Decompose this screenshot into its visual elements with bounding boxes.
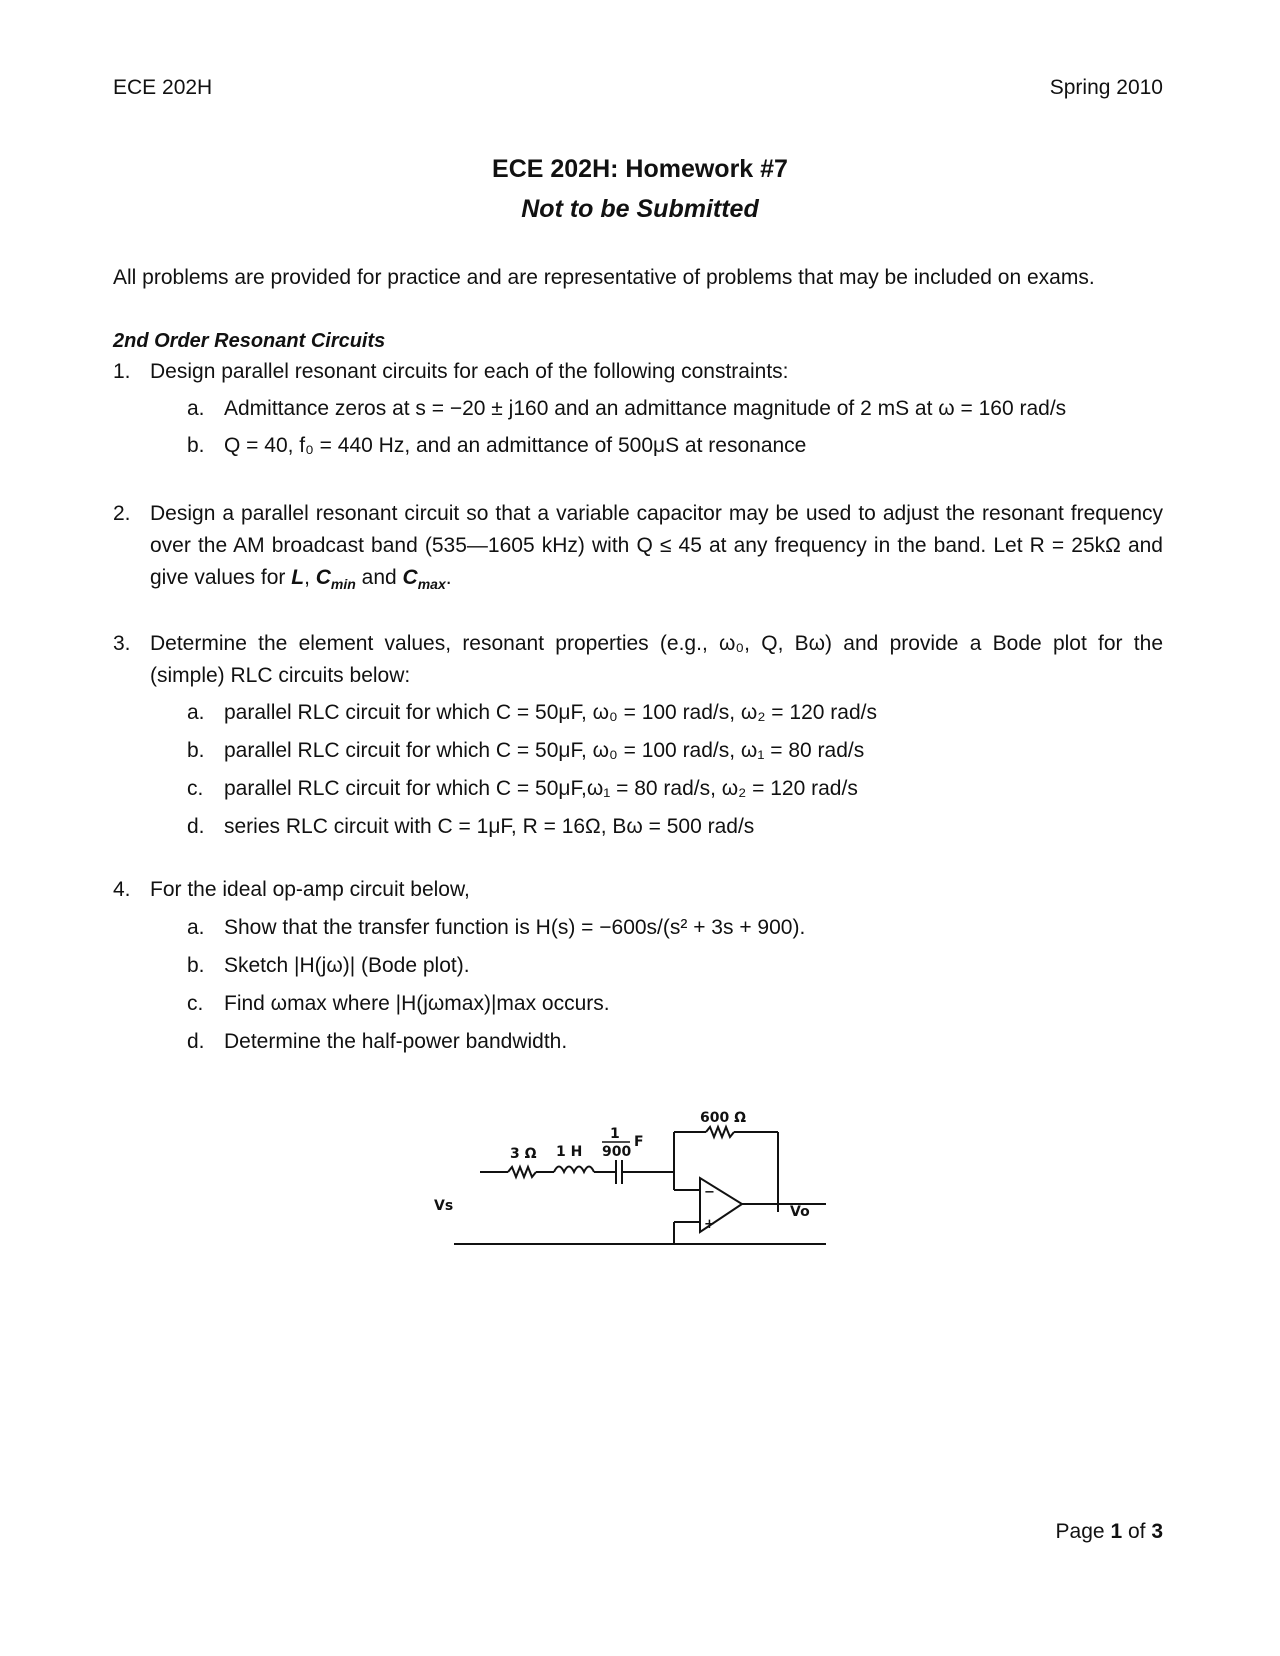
intro-text: All problems are provided for practice and are representative of problems that may be included on exams. <box>113 266 1095 289</box>
problem-2-line-3 <box>150 566 452 592</box>
problem-1b-label: b. <box>187 434 205 457</box>
section-heading: 2nd Order Resonant Circuits <box>113 330 386 352</box>
source-voltage-label: Vs <box>434 1198 454 1214</box>
output-voltage-label: Vo <box>790 1204 810 1220</box>
cmax-subscript: max <box>417 576 446 593</box>
and-text: and <box>355 566 403 589</box>
total-pages: 3 <box>1151 1520 1163 1543</box>
problem-3a-label: a. <box>187 701 205 724</box>
problem-2-line-1: Design a parallel resonant circuit so that a variable capacitor may be used to adjust the resonant frequency <box>150 502 1163 525</box>
current-page: 1 <box>1110 1520 1123 1543</box>
page-number <box>1056 1520 1163 1544</box>
problem-4a-text: Show that the transfer function is H(s) = −600s/(s² + 3s + 900). <box>224 916 806 939</box>
problem-3b-text: parallel RLC circuit for which C = 50μF, ω₀ = 100 rad/s, ω₁ = 80 rad/s <box>224 739 865 762</box>
header-term: Spring 2010 <box>1049 76 1163 99</box>
problem-3-number: 3. <box>113 632 131 655</box>
comma: , <box>304 566 316 589</box>
problem-4-text: For the ideal op-amp circuit below, <box>150 878 470 901</box>
problem-4-number: 4. <box>113 878 131 901</box>
page-title: ECE 202H: Homework #7 <box>492 155 788 183</box>
series-resistor-label: 3 Ω <box>510 1146 537 1162</box>
problem-1-text: Design parallel resonant circuits for each of the following constraints: <box>150 360 789 383</box>
problem-3b-label: b. <box>187 739 205 762</box>
problem-4a-label: a. <box>187 916 205 939</box>
op-amp-plus-sign: + <box>704 1217 715 1232</box>
capacitor-label-denominator: 900 <box>602 1144 632 1160</box>
feedback-resistor-label: 600 Ω <box>700 1110 746 1126</box>
problem-4c-label: c. <box>187 992 204 1015</box>
cmin-subscript: min <box>330 576 356 593</box>
problem-2-number: 2. <box>113 502 131 525</box>
inductor-label: 1 H <box>556 1144 583 1160</box>
problem-2-line-3-prefix: give values for <box>150 566 292 589</box>
page-mid: of <box>1122 1520 1152 1543</box>
period: . <box>445 566 452 589</box>
problem-3c-text: parallel RLC circuit for which C = 50μF,ω₁ = 80 rad/s, ω₂ = 120 rad/s <box>224 777 858 800</box>
problem-4d-label: d. <box>187 1030 205 1053</box>
problem-3d-label: d. <box>187 815 205 838</box>
feedback-resistor-600-ohm <box>706 1127 734 1137</box>
problem-3-line-1: Determine the element values, resonant properties (e.g., ω₀, Q, Bω) and provide a Bode plot for the <box>150 632 1163 655</box>
problem-4b-label: b. <box>187 954 205 977</box>
capacitor-label-numerator: 1 <box>610 1126 620 1142</box>
problem-1-number: 1. <box>113 360 131 383</box>
resistor-3-ohm <box>508 1167 536 1177</box>
problem-3d-text: series RLC circuit with C = 1μF, R = 16Ω, Bω = 500 rad/s <box>224 815 755 838</box>
problem-3a-text: parallel RLC circuit for which C = 50μF, ω₀ = 100 rad/s, ω₂ = 120 rad/s <box>224 701 877 724</box>
problem-3c-label: c. <box>187 777 204 800</box>
problem-1a-text: Admittance zeros at s = −20 ± j160 and an admittance magnitude of 2 mS at ω = 160 rad/s <box>224 397 1067 420</box>
problem-3-line-2: (simple) RLC circuits below: <box>150 664 411 687</box>
problem-4c-text: Find ωmax where |H(jωmax)|max occurs. <box>224 992 610 1015</box>
problem-1a-label: a. <box>187 397 205 420</box>
problem-4b-text: Sketch |H(jω)| (Bode plot). <box>224 954 470 977</box>
header-course: ECE 202H <box>113 76 213 99</box>
problem-4d-text: Determine the half-power bandwidth. <box>224 1030 568 1053</box>
op-amp-minus-sign: − <box>704 1185 715 1200</box>
inductor-1h <box>554 1167 594 1173</box>
inductor-symbol: L <box>291 566 305 589</box>
page-prefix: Page <box>1055 1520 1111 1543</box>
page-subtitle: Not to be Submitted <box>521 195 759 223</box>
problem-2-line-2: over the AM broadcast band (535—1605 kHz) with Q ≤ 45 at any frequency in the band. Let R = 25kΩ and <box>150 534 1163 557</box>
cmax-symbol: C <box>402 566 418 589</box>
capacitor-label-unit: F <box>634 1134 644 1150</box>
problem-1b-text: Q = 40, f₀ = 440 Hz, and an admittance of 500μS at resonance <box>224 434 807 457</box>
cmin-symbol: C <box>315 566 331 589</box>
op-amp-circuit-diagram <box>430 1080 830 1260</box>
